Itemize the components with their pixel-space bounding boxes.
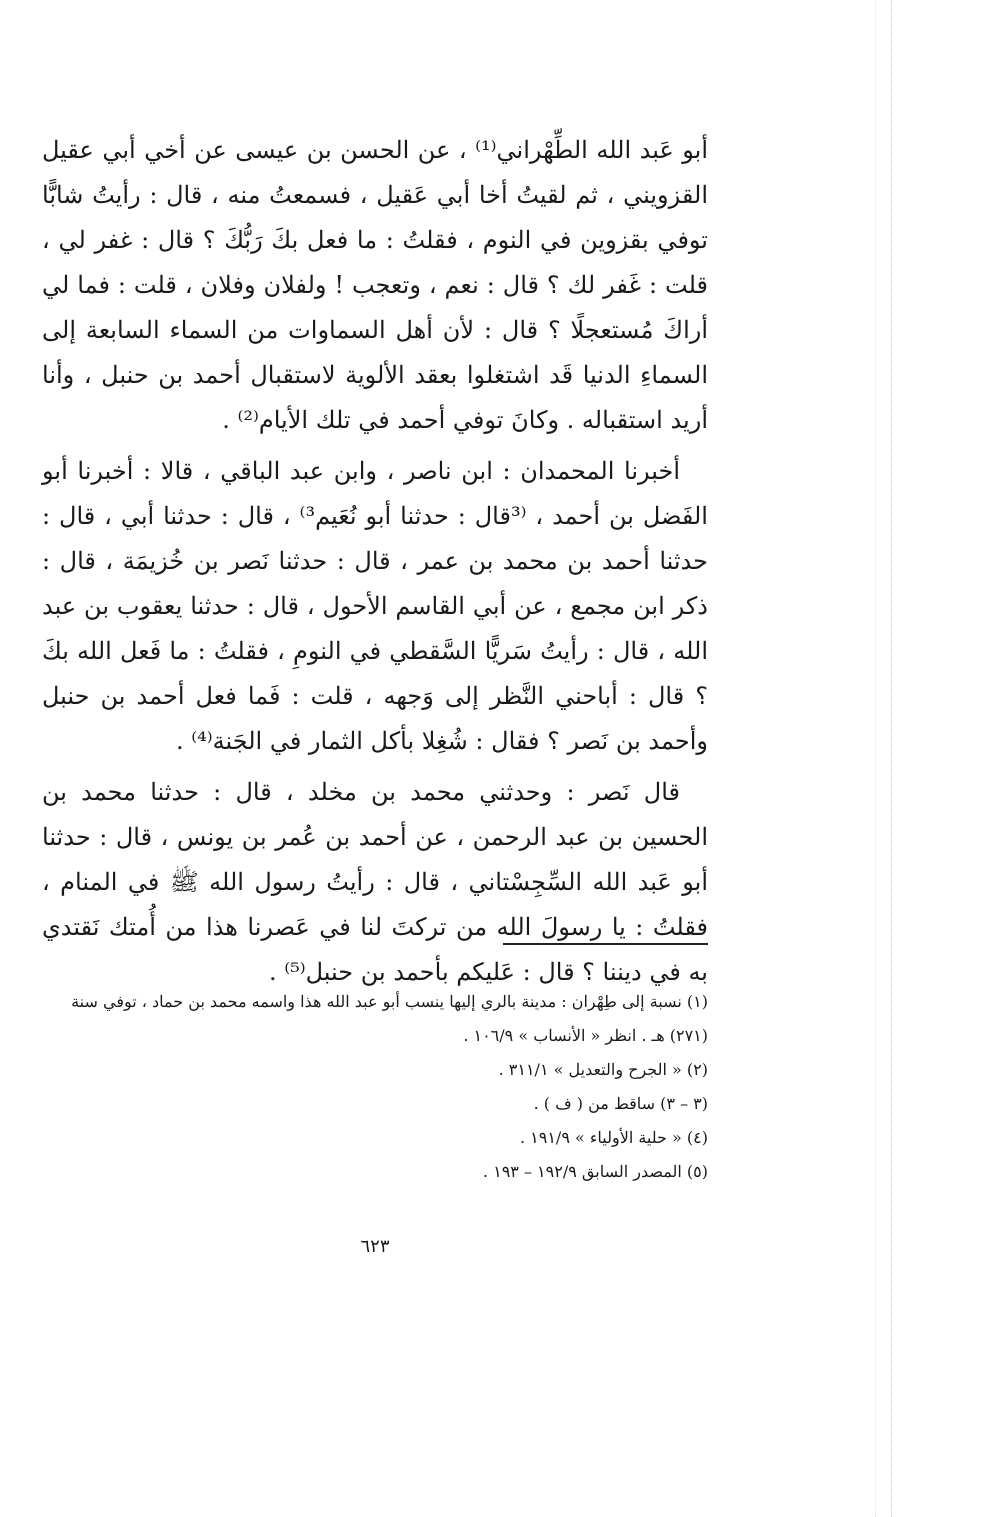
footnote-3: (٣ – ٣) ساقط من ( ف ) . — [533, 1094, 708, 1113]
footnote-1: (١) نسبة إلى طِهْران : مدينة بالري إليها ينسب أبو عبد الله هذا واسمه محمد بن حماد ، توفي سنة (٢٧١) هـ . انظر « الأنساب » ١٠٦/٩ . — [71, 992, 708, 1045]
paragraph-1: أبو عَبد الله الطِّهْراني⁽¹⁾ ، عن الحسن بن عيسى عن أخي أبي عقيل القزويني ، ثم لقيتُ أخا أبي عَقيل ، فسمعتُ منه ، قال : رأيتُ شابًّا توفي بقزوين في النوم ، فقلتُ : ما فعل بكَ رَبُّكَ ؟ قال : غفر لي ، قلت : غَفر لك ؟ قال : نعم ، وتعجب ! ولفلان وفلان ، قلت : فما لي أراكَ مُستعجلًا ؟ قال : لأن أهل السماوات من السماء السابعة إلى السماءِ الدنيا قَد اشتغلوا بعقد الألوية لاستقبال أحمد بن حنبل ، وأنا أريد استقباله . وكانَ توفي أحمد في تلك الأيام⁽²⁾ . — [42, 136, 708, 434]
paragraph-2: أخبرنا المحمدان : ابن ناصر ، وابن عبد الباقي ، قالا : أخبرنا أبو الفَضل بن أحمد ، ⁽³قال : حدثنا أبو نُعَيم³⁾ ، قال : حدثنا أبي ، قال : حدثنا أحمد بن محمد بن عمر ، قال : حدثنا نَصر بن خُزيمَة ، قال : ذكر ابن مجمع ، عن أبي القاسم الأحول ، قال : حدثنا يعقوب بن عبد الله ، قال : رأيتُ سَريًّا السَّقطي في النومِ ، فقلتُ : ما فَعل الله بكَ ؟ قال : أباحني النَّظر إلى وَجهه ، قلت : فَما فعل أحمد بن حنبل وأحمد بن نَصر ؟ فقال : شُغِلا بأكل الثمار في الجَنة⁽⁴⁾ . — [42, 457, 708, 755]
main-text — [42, 128, 708, 1001]
paragraph-3: قال نَصر : وحدثني محمد بن مخلد ، قال : حدثنا محمد بن الحسين بن عبد الرحمن ، عن أحمد بن عُمر بن يونس ، قال : حدثنا أبو عَبد الله السِّجِسْتاني ، قال : رأيتُ رسول الله ﷺ في المنام ، فقلتُ : يا رسولَ الله من تركتَ لنا في عَصرنا هذا من أُمتك نَقتدي به في ديننا ؟ قال : عَليكم بأحمد بن حنبل⁽⁵⁾ . — [42, 778, 708, 986]
page-number: ٦٢٣ — [360, 1236, 390, 1257]
footnote-2: (٢) « الجرح والتعديل » ٣١١/١ . — [498, 1060, 708, 1079]
footnote-separator — [503, 943, 708, 945]
scan-edge-line — [891, 0, 892, 1517]
footnote-4: (٤) « حلية الأولياء » ١٩١/٩ . — [519, 1128, 708, 1147]
scan-edge-line-secondary — [875, 0, 876, 1517]
footnote-5: (٥) المصدر السابق ١٩٢/٩ – ١٩٣ . — [482, 1162, 708, 1181]
footnotes — [42, 985, 708, 1189]
